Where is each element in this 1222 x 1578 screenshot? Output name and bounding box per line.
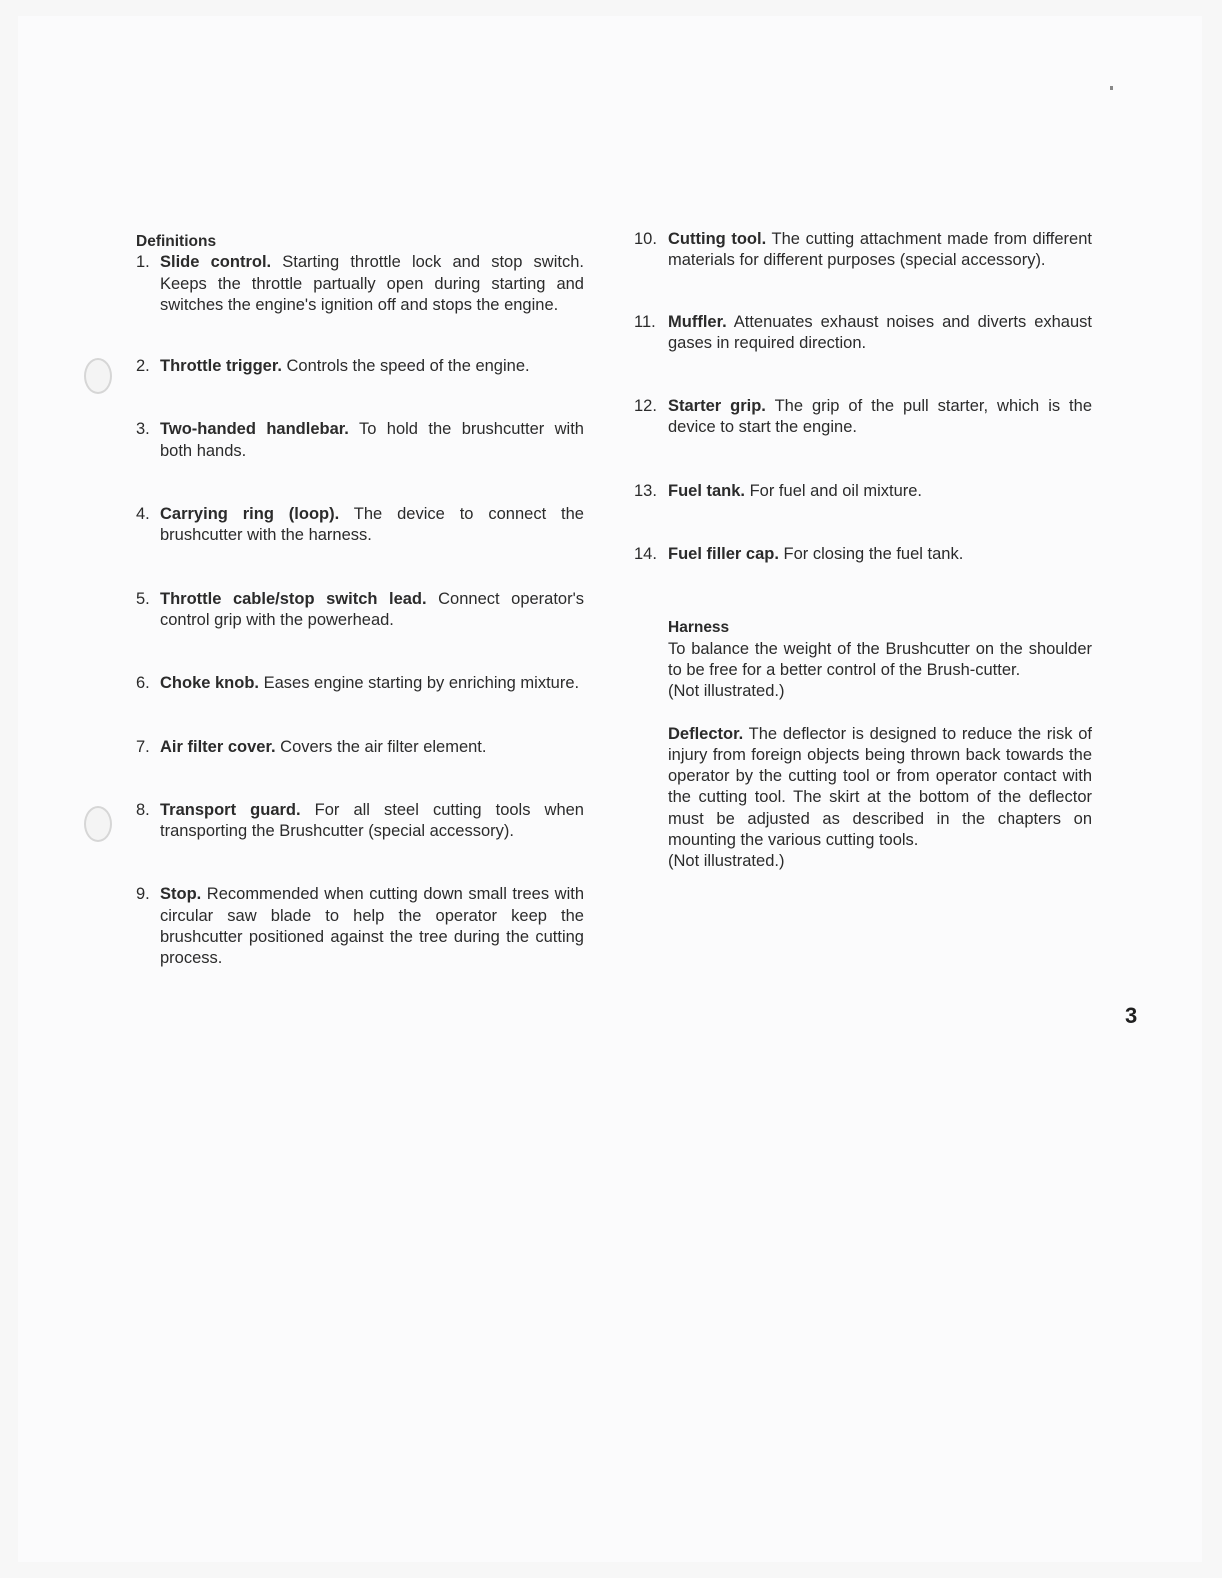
item-text: For all steel cutting tools when transporting the Brushcutter (special accessory). (160, 800, 584, 841)
deflector-paragraph (668, 724, 1092, 852)
definitions-column-left (136, 231, 584, 970)
item-text: To hold the brushcutter with both hands. (160, 420, 584, 460)
item-text: Attenuates exhaust noises and diverts exhaust gases in required direction. (668, 312, 1092, 352)
item-number: 12. (634, 397, 657, 416)
definition-item-2 (136, 356, 584, 377)
item-term: Air filter cover. (160, 737, 276, 756)
item-text: For fuel and oil mixture. (745, 481, 923, 500)
definition-item-5 (136, 589, 584, 632)
item-number: 2. (136, 357, 150, 376)
item-text: The grip of the pull starter, which is the device to start the engine. (668, 397, 1092, 437)
item-number: 6. (136, 674, 150, 693)
item-text: For closing the fuel tank. (778, 545, 964, 564)
scan-speck (1110, 86, 1113, 90)
item-term: Throttle trigger. (160, 357, 282, 376)
item-text: The device to connect the brushcutter with the harness. (160, 505, 584, 545)
item-term: Choke knob. (160, 674, 260, 693)
definition-item-13 (634, 481, 1092, 502)
deflector-text: The deflector is designed to reduce the risk of injury from foreign objects being thrown back towards the operator by the cutting tool or from operator contact with the cutting tool. The skirt at the bottom of the deflector must be adjusted as described in the chapters on mounting the various cutting tools. (668, 724, 1092, 850)
item-number: 14. (634, 545, 657, 564)
item-term: Transport guard. (160, 800, 301, 819)
item-term: Cutting tool. (668, 230, 767, 248)
definition-item-7 (136, 737, 584, 758)
item-term: Fuel filler cap. (668, 545, 779, 564)
item-text: The cutting attachment made from different materials for different purposes (special accessory). (668, 230, 1092, 270)
item-number: 8. (136, 800, 150, 819)
definitions-column-right (634, 229, 1092, 873)
definitions-heading: Definitions (136, 233, 217, 250)
harness-text: To balance the weight of the Brushcutter on the shoulder to be free for a better control of the Brush-cutter. (668, 639, 1092, 679)
item-number: 3. (136, 420, 150, 439)
definition-item-6 (136, 673, 584, 694)
item-text: Controls the speed of the engine. (281, 357, 530, 376)
item-term: Stop. (160, 885, 202, 904)
definition-item-3 (136, 419, 584, 462)
item-term: Muffler. (668, 312, 727, 331)
item-number: 1. (136, 253, 150, 272)
definition-item-4 (136, 504, 584, 547)
item-number: 11. (634, 312, 656, 331)
item-text: Covers the air filter element. (275, 737, 487, 756)
deflector-term: Deflector. (668, 724, 744, 743)
definition-item-11 (634, 312, 1092, 355)
item-term: Slide control. (160, 253, 272, 272)
item-number: 7. (136, 737, 150, 756)
binder-hole-bottom (84, 806, 112, 842)
harness-heading: Harness (668, 619, 730, 637)
binder-hole-top (84, 358, 112, 394)
item-text: Recommended when cutting down small trees with circular saw blade to help the operator keep the brushcutter positioned against the tree during the cutting process. (160, 885, 584, 968)
item-term: Starter grip. (668, 397, 766, 416)
item-number: 5. (136, 589, 150, 608)
item-term: Carrying ring (loop). (160, 505, 340, 524)
deflector-note: (Not illustrated.) (668, 852, 785, 871)
item-number: 13. (634, 481, 657, 500)
definition-item-8 (136, 800, 584, 843)
harness-note: (Not illustrated.) (668, 682, 785, 701)
harness-section (634, 617, 1092, 872)
item-number: 9. (136, 885, 150, 904)
definition-item-9 (136, 884, 584, 969)
item-number: 4. (136, 505, 150, 524)
item-term: Fuel tank. (668, 481, 746, 500)
item-term: Throttle cable/stop switch lead. (160, 589, 427, 608)
item-number: 10. (634, 230, 657, 248)
item-text: Eases engine starting by enriching mixture. (259, 674, 580, 693)
definition-item-14 (634, 544, 1092, 565)
item-term: Two-handed handlebar. (160, 420, 349, 439)
definition-item-1 (136, 252, 584, 316)
item-text: Connect operator's control grip with the powerhead. (160, 589, 584, 629)
item-text: Starting throttle lock and stop switch. Keeps the throttle partually open during starting and switches the engine's ignition off and stops the engine. (160, 253, 584, 314)
page-number: 3 (1125, 1003, 1138, 1028)
definition-item-12 (634, 396, 1092, 439)
definition-item-10 (634, 229, 1092, 272)
